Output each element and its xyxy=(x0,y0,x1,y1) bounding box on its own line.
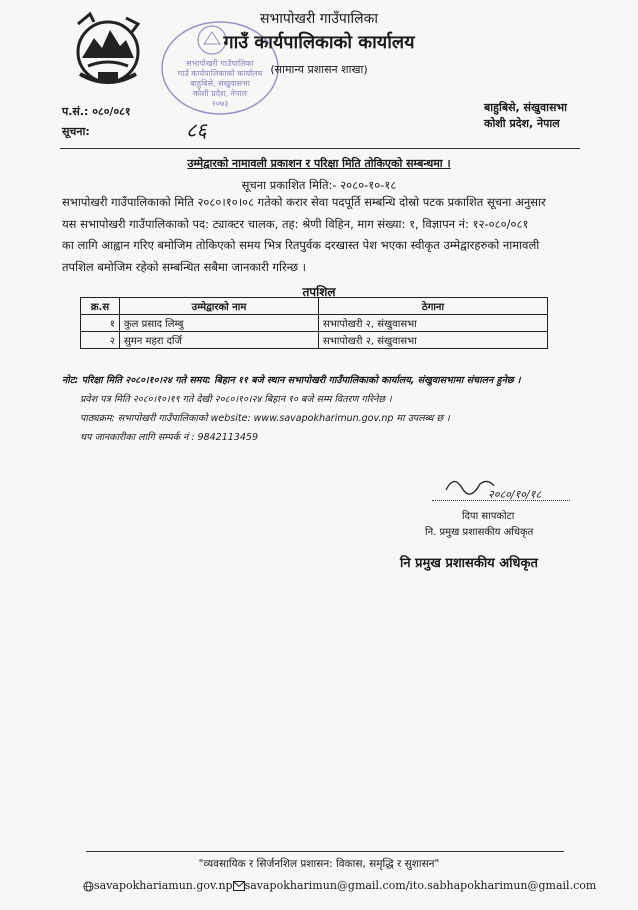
footer-contact xyxy=(83,879,596,892)
col-header-serial: क्र.स xyxy=(81,298,120,315)
header-divider xyxy=(60,148,580,149)
body-line: सभापोखरी गाउँपालिकाको मिति २०८०।१०।०८ गतेको करार सेवा पदपूर्ति सम्बन्धि दोस्रो पटक प्रकाशित सूचना अनुसार xyxy=(62,195,546,209)
table-title: तपशिल xyxy=(302,285,336,299)
note-exam-schedule: नोट: परिक्षा मिति २०८०।१०।२४ गते समय: बिहान ११ बजे स्थान सभापोखरी गाउँपालिकाको कार्यालय, संखुवासभामा संचालन हुनेछ । xyxy=(62,375,521,386)
signature-line xyxy=(432,500,570,501)
subject-line: उम्मेद्वारको नामावली प्रकाशन र परिक्षा मिति तोकिएको सम्बन्धमा । xyxy=(187,157,451,170)
col-header-address: ठेगाना xyxy=(319,298,548,315)
cell-address: सभापोखरी २, संखुवासभा xyxy=(319,315,548,332)
office-title: गाउँ कार्यपालिकाको कार्यालय xyxy=(223,32,415,53)
cell-serial: २ xyxy=(81,332,120,349)
signatory-stamp: नि प्रमुख प्रशासकीय अधिकृत xyxy=(400,556,538,571)
footer-website[interactable]: savapokhariamun.gov.np xyxy=(94,879,233,892)
footer-divider xyxy=(86,851,564,852)
cell-address: सभापोखरी २, संखुवासभा xyxy=(319,332,548,349)
cell-name: सुमन महरा दर्जि xyxy=(120,332,319,349)
body-line: यस सभापोखरी गाउँपालिकाको पद: ट्याक्टर चालक, तह: श्रेणी विहिन, माग संख्या: १, विज्ञापन नं: १२-०८०/०८१ xyxy=(62,216,529,231)
body-paragraph xyxy=(62,192,582,278)
signatory-name: दिपा सापकोटा xyxy=(462,511,515,522)
publish-date: सूचना प्रकाशित मिति:- २०८०-१०-१८ xyxy=(241,178,397,192)
notice-label: सूचना: xyxy=(62,125,90,138)
table-header-row xyxy=(81,298,548,315)
body-line: का लागि आह्वान गरिए बमोजिम तोकिएको समय भित्र रितपुर्वक दरखास्त पेश भएका स्वीकृत उम्मेद्वारहरुको नामावली xyxy=(62,238,540,252)
stamp-line-2: गाउँ कार्यपालिकाको कार्यालय xyxy=(177,69,263,78)
table-row xyxy=(81,332,548,349)
footer-motto: "व्यवसायिक र सिर्जनशिल प्रशासन: विकास, समृद्धि र सुशासन" xyxy=(198,858,440,870)
footer-email-primary[interactable]: savapokharimun@gmail.com xyxy=(244,879,406,892)
branch-name: (सामान्य प्रशासन शाखा) xyxy=(270,63,368,76)
cell-serial: १ xyxy=(81,315,120,332)
body-line: तपशिल बमोजिम रहेको सम्बन्धित सबैमा जानकारी गरिन्छ । xyxy=(62,259,307,274)
footer-separator: / xyxy=(405,879,410,892)
note-contact: थप जानकारीका लागि सम्पर्क नं : 9842113459 xyxy=(80,432,258,443)
note-syllabus: पाठ्यक्रम: सभापोखरी गाउँपालिकाको website: www.savapokharimun.gov.np मा उपलब्ध छ । xyxy=(80,413,450,424)
stamp-line-1: सभापोखरी गाउँपालिका xyxy=(186,59,254,68)
signature-date: २०८०/१०/१८ xyxy=(488,488,542,501)
municipality-name: सभापोखरी गाउँपालिका xyxy=(259,11,379,27)
candidates-table xyxy=(80,297,548,349)
footer-email-secondary[interactable]: ito.sabhapokharimun@gmail.com xyxy=(409,879,597,892)
col-header-name: उम्मेद्वारको नाम xyxy=(120,298,319,315)
address-line-2: कोशी प्रदेश, नेपाल xyxy=(484,117,560,130)
cell-name: कुल प्रसाद लिम्बु xyxy=(120,315,319,332)
address-line-1: बाहुबिसे, संखुवासभा xyxy=(484,101,567,114)
stamp-line-3: बाहुबिसे, संखुवासभा xyxy=(190,79,250,88)
notice-number-handwritten: ८६ xyxy=(186,118,207,142)
signature-image xyxy=(440,470,570,504)
globe-icon xyxy=(83,881,94,892)
note-admit-card: प्रवेश पत्र मिति २०८०।१०।१९ गते देखी २०८०।१०।२४ बिहान १० बजे सम्म वितरण गरिनेछ । xyxy=(80,394,392,405)
stamp-line-5: २०७३ xyxy=(211,99,229,108)
stamp-line-4: कोशी प्रदेश, नेपाल xyxy=(192,89,248,98)
signatory-title: नि. प्रमुख प्रशासकीय अधिकृत xyxy=(425,527,534,538)
reference-number: प.सं.: ०८०/०८१ xyxy=(62,105,131,118)
table-row xyxy=(81,315,548,332)
mail-icon xyxy=(233,881,245,891)
